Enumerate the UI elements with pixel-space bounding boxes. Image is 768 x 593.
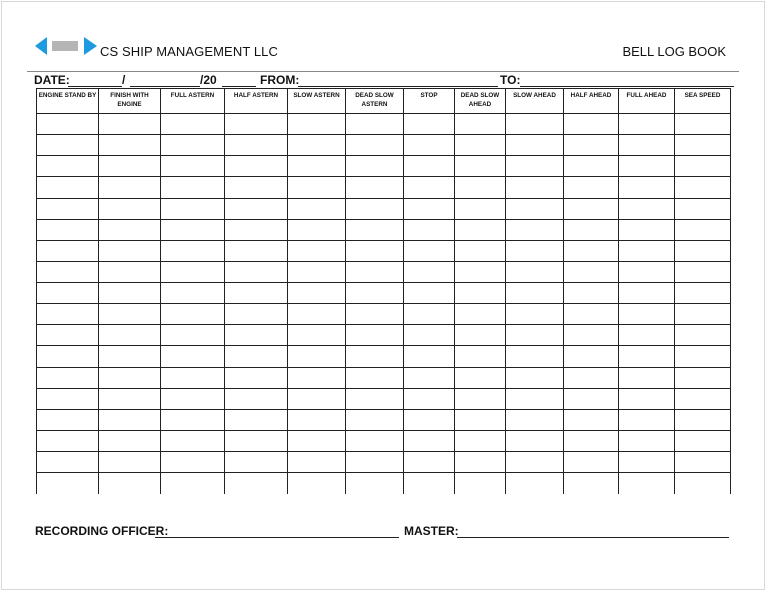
log-cell[interactable] — [99, 283, 161, 304]
log-cell[interactable] — [225, 198, 288, 219]
log-cell[interactable] — [675, 367, 731, 388]
log-cell[interactable] — [346, 452, 404, 473]
recording-officer-label: RECORDING OFFICER: — [35, 524, 169, 538]
log-cell[interactable] — [455, 452, 506, 473]
log-cell[interactable] — [675, 219, 731, 240]
log-cell[interactable] — [346, 177, 404, 198]
log-cell[interactable] — [225, 283, 288, 304]
log-cell[interactable] — [37, 198, 99, 219]
log-cell[interactable] — [404, 156, 455, 177]
column-header: HALF ASTERN — [225, 89, 288, 114]
date-slash: / — [122, 73, 126, 87]
table-row — [37, 367, 731, 388]
log-cell[interactable] — [675, 283, 731, 304]
log-cell[interactable] — [564, 388, 619, 409]
log-cell[interactable] — [619, 325, 675, 346]
log-cell[interactable] — [455, 156, 506, 177]
column-header: DEAD SLOW AHEAD — [455, 89, 506, 114]
column-header: FULL AHEAD — [619, 89, 675, 114]
log-cell[interactable] — [225, 135, 288, 156]
to-field[interactable] — [520, 86, 734, 87]
log-cell[interactable] — [564, 473, 619, 494]
date-year-field[interactable] — [222, 86, 256, 87]
log-cell[interactable] — [37, 409, 99, 430]
log-cell[interactable] — [404, 240, 455, 261]
log-cell[interactable] — [346, 346, 404, 367]
log-cell[interactable] — [288, 304, 346, 325]
log-cell[interactable] — [225, 473, 288, 494]
log-cell[interactable] — [288, 283, 346, 304]
log-cell[interactable] — [619, 367, 675, 388]
log-cell[interactable] — [404, 409, 455, 430]
log-cell[interactable] — [404, 430, 455, 451]
log-cell[interactable] — [619, 304, 675, 325]
log-cell[interactable] — [455, 430, 506, 451]
log-cell[interactable] — [564, 240, 619, 261]
log-cell[interactable] — [37, 452, 99, 473]
log-cell[interactable] — [455, 135, 506, 156]
log-cell[interactable] — [288, 473, 346, 494]
log-cell[interactable] — [455, 219, 506, 240]
log-cell[interactable] — [225, 114, 288, 135]
log-cell[interactable] — [619, 430, 675, 451]
log-cell[interactable] — [99, 261, 161, 282]
log-cell[interactable] — [37, 156, 99, 177]
table-row — [37, 409, 731, 430]
table-row — [37, 283, 731, 304]
column-header: SEA SPEED — [675, 89, 731, 114]
log-cell[interactable] — [675, 473, 731, 494]
log-cell[interactable] — [675, 198, 731, 219]
log-cell[interactable] — [619, 346, 675, 367]
log-cell[interactable] — [564, 283, 619, 304]
log-cell[interactable] — [404, 452, 455, 473]
table-row — [37, 114, 731, 135]
log-cell[interactable] — [675, 240, 731, 261]
table-row — [37, 304, 731, 325]
log-cell[interactable] — [288, 198, 346, 219]
log-cell[interactable] — [346, 388, 404, 409]
log-cell[interactable] — [455, 114, 506, 135]
log-cell[interactable] — [564, 198, 619, 219]
log-cell[interactable] — [404, 283, 455, 304]
log-cell[interactable] — [455, 409, 506, 430]
log-cell[interactable] — [288, 156, 346, 177]
log-cell[interactable] — [619, 177, 675, 198]
date-label: DATE: — [34, 73, 70, 87]
log-cell[interactable] — [225, 219, 288, 240]
table-row — [37, 177, 731, 198]
log-cell[interactable] — [404, 198, 455, 219]
table-row — [37, 325, 731, 346]
master-label: MASTER: — [404, 524, 459, 538]
log-cell[interactable] — [404, 304, 455, 325]
date-year-prefix: /20 — [200, 73, 217, 87]
log-cell[interactable] — [506, 346, 564, 367]
log-cell[interactable] — [99, 367, 161, 388]
log-cell[interactable] — [99, 430, 161, 451]
log-cell[interactable] — [506, 177, 564, 198]
double-arrow-logo-icon — [35, 36, 97, 56]
log-cell[interactable] — [455, 346, 506, 367]
log-cell[interactable] — [619, 452, 675, 473]
recording-officer-field[interactable] — [155, 537, 399, 538]
log-cell[interactable] — [506, 304, 564, 325]
log-cell[interactable] — [37, 240, 99, 261]
log-cell[interactable] — [564, 156, 619, 177]
log-cell[interactable] — [564, 114, 619, 135]
log-cell[interactable] — [619, 198, 675, 219]
log-cell[interactable] — [37, 430, 99, 451]
log-cell[interactable] — [37, 135, 99, 156]
log-cell[interactable] — [346, 261, 404, 282]
log-cell[interactable] — [675, 346, 731, 367]
table-row — [37, 261, 731, 282]
log-cell[interactable] — [161, 430, 225, 451]
log-cell[interactable] — [288, 261, 346, 282]
log-cell[interactable] — [619, 261, 675, 282]
log-cell[interactable] — [161, 114, 225, 135]
log-cell[interactable] — [675, 452, 731, 473]
log-cell[interactable] — [675, 156, 731, 177]
log-cell[interactable] — [564, 367, 619, 388]
log-cell[interactable] — [455, 240, 506, 261]
log-cell[interactable] — [99, 198, 161, 219]
from-field[interactable] — [298, 86, 498, 87]
log-cell[interactable] — [564, 135, 619, 156]
master-field[interactable] — [457, 537, 729, 538]
log-cell[interactable] — [288, 325, 346, 346]
log-cell[interactable] — [506, 240, 564, 261]
log-cell[interactable] — [225, 304, 288, 325]
log-cell[interactable] — [455, 304, 506, 325]
table-row — [37, 388, 731, 409]
log-cell[interactable] — [99, 325, 161, 346]
log-cell[interactable] — [225, 409, 288, 430]
log-cell[interactable] — [675, 325, 731, 346]
log-cell[interactable] — [288, 346, 346, 367]
log-cell[interactable] — [99, 388, 161, 409]
log-cell[interactable] — [37, 283, 99, 304]
log-cell[interactable] — [99, 114, 161, 135]
log-cell[interactable] — [225, 240, 288, 261]
log-cell[interactable] — [619, 240, 675, 261]
log-cell[interactable] — [564, 409, 619, 430]
log-cell[interactable] — [288, 452, 346, 473]
log-cell[interactable] — [506, 388, 564, 409]
log-cell[interactable] — [619, 219, 675, 240]
log-cell[interactable] — [346, 198, 404, 219]
log-cell[interactable] — [675, 177, 731, 198]
log-cell[interactable] — [506, 325, 564, 346]
log-cell[interactable] — [99, 473, 161, 494]
log-cell[interactable] — [225, 346, 288, 367]
column-header: STOP — [404, 89, 455, 114]
log-cell[interactable] — [161, 346, 225, 367]
log-cell[interactable] — [288, 240, 346, 261]
log-cell[interactable] — [619, 283, 675, 304]
table-header-row — [37, 89, 731, 114]
log-cell[interactable] — [455, 283, 506, 304]
log-cell[interactable] — [404, 114, 455, 135]
log-cell[interactable] — [288, 409, 346, 430]
log-cell[interactable] — [225, 325, 288, 346]
log-cell[interactable] — [619, 156, 675, 177]
log-cell[interactable] — [161, 452, 225, 473]
log-cell[interactable] — [619, 409, 675, 430]
log-cell[interactable] — [564, 452, 619, 473]
log-cell[interactable] — [404, 261, 455, 282]
log-cell[interactable] — [346, 114, 404, 135]
table-row — [37, 135, 731, 156]
log-cell[interactable] — [161, 240, 225, 261]
log-cell[interactable] — [225, 177, 288, 198]
log-cell[interactable] — [506, 198, 564, 219]
log-cell[interactable] — [564, 430, 619, 451]
log-cell[interactable] — [404, 219, 455, 240]
log-cell[interactable] — [455, 367, 506, 388]
header-divider — [27, 71, 739, 72]
log-cell[interactable] — [564, 219, 619, 240]
log-cell[interactable] — [404, 388, 455, 409]
log-cell[interactable] — [346, 219, 404, 240]
log-cell[interactable] — [99, 346, 161, 367]
log-cell[interactable] — [404, 177, 455, 198]
log-cell[interactable] — [288, 114, 346, 135]
log-cell[interactable] — [455, 388, 506, 409]
table-row — [37, 430, 731, 451]
bell-log-table — [36, 88, 731, 494]
column-header: HALF AHEAD — [564, 89, 619, 114]
log-cell[interactable] — [161, 409, 225, 430]
log-cell[interactable] — [161, 473, 225, 494]
log-cell[interactable] — [99, 304, 161, 325]
log-cell[interactable] — [506, 135, 564, 156]
log-cell[interactable] — [346, 156, 404, 177]
table-row — [37, 240, 731, 261]
column-header: SLOW AHEAD — [506, 89, 564, 114]
column-header: SLOW ASTERN — [288, 89, 346, 114]
log-cell[interactable] — [564, 346, 619, 367]
table-row — [37, 473, 731, 494]
log-cell[interactable] — [455, 198, 506, 219]
to-label: TO: — [500, 73, 521, 87]
log-cell[interactable] — [506, 283, 564, 304]
date-day-field[interactable] — [68, 86, 122, 87]
column-header: DEAD SLOW ASTERN — [346, 89, 404, 114]
log-cell[interactable] — [161, 219, 225, 240]
log-cell[interactable] — [99, 240, 161, 261]
log-cell[interactable] — [619, 473, 675, 494]
log-cell[interactable] — [404, 325, 455, 346]
log-cell[interactable] — [225, 430, 288, 451]
log-cell[interactable] — [506, 114, 564, 135]
log-cell[interactable] — [455, 473, 506, 494]
log-cell[interactable] — [99, 156, 161, 177]
signature-row — [35, 524, 735, 540]
log-cell[interactable] — [404, 346, 455, 367]
table-row — [37, 346, 731, 367]
log-cell[interactable] — [225, 452, 288, 473]
log-cell[interactable] — [288, 219, 346, 240]
log-cell[interactable] — [506, 473, 564, 494]
log-cell[interactable] — [675, 409, 731, 430]
table-row — [37, 219, 731, 240]
log-cell[interactable] — [225, 156, 288, 177]
log-cell[interactable] — [506, 452, 564, 473]
log-cell[interactable] — [506, 219, 564, 240]
log-cell[interactable] — [346, 135, 404, 156]
log-cell[interactable] — [346, 304, 404, 325]
log-cell[interactable] — [404, 367, 455, 388]
log-cell[interactable] — [37, 473, 99, 494]
log-cell[interactable] — [506, 261, 564, 282]
log-cell[interactable] — [346, 367, 404, 388]
log-cell[interactable] — [675, 304, 731, 325]
log-cell[interactable] — [37, 219, 99, 240]
log-cell[interactable] — [225, 261, 288, 282]
log-cell[interactable] — [37, 388, 99, 409]
log-cell[interactable] — [225, 388, 288, 409]
log-cell[interactable] — [619, 114, 675, 135]
log-cell[interactable] — [37, 304, 99, 325]
log-cell[interactable] — [288, 367, 346, 388]
log-cell[interactable] — [37, 261, 99, 282]
log-cell[interactable] — [225, 367, 288, 388]
from-label: FROM: — [260, 73, 300, 87]
log-cell[interactable] — [675, 135, 731, 156]
log-cell[interactable] — [37, 325, 99, 346]
log-cell[interactable] — [455, 177, 506, 198]
table-row — [37, 198, 731, 219]
log-cell[interactable] — [288, 135, 346, 156]
log-cell[interactable] — [675, 388, 731, 409]
log-cell[interactable] — [346, 409, 404, 430]
log-cell[interactable] — [161, 283, 225, 304]
log-cell[interactable] — [161, 198, 225, 219]
log-cell[interactable] — [404, 473, 455, 494]
log-cell[interactable] — [564, 177, 619, 198]
date-row — [34, 73, 734, 89]
log-cell[interactable] — [506, 430, 564, 451]
log-cell[interactable] — [506, 156, 564, 177]
log-cell[interactable] — [506, 409, 564, 430]
log-cell[interactable] — [161, 261, 225, 282]
log-cell[interactable] — [288, 177, 346, 198]
date-month-field[interactable] — [130, 86, 200, 87]
log-cell[interactable] — [99, 177, 161, 198]
log-cell[interactable] — [37, 367, 99, 388]
log-cell[interactable] — [288, 430, 346, 451]
log-cell[interactable] — [619, 388, 675, 409]
log-cell[interactable] — [346, 283, 404, 304]
company-name: CS SHIP MANAGEMENT LLC — [100, 44, 278, 59]
column-header: ENGINE STAND BY — [37, 89, 99, 114]
log-cell[interactable] — [161, 325, 225, 346]
log-cell[interactable] — [346, 473, 404, 494]
log-cell[interactable] — [455, 261, 506, 282]
log-cell[interactable] — [564, 325, 619, 346]
log-cell[interactable] — [564, 261, 619, 282]
log-cell[interactable] — [346, 325, 404, 346]
log-cell[interactable] — [288, 388, 346, 409]
log-cell[interactable] — [346, 430, 404, 451]
table-row — [37, 452, 731, 473]
log-cell[interactable] — [675, 430, 731, 451]
log-cell[interactable] — [161, 304, 225, 325]
log-cell[interactable] — [619, 135, 675, 156]
log-cell[interactable] — [161, 367, 225, 388]
log-cell[interactable] — [161, 388, 225, 409]
table-row — [37, 156, 731, 177]
log-cell[interactable] — [675, 114, 731, 135]
log-cell[interactable] — [99, 135, 161, 156]
column-header: FINISH WITH ENGINE — [99, 89, 161, 114]
log-cell[interactable] — [161, 156, 225, 177]
log-cell[interactable] — [37, 346, 99, 367]
log-cell[interactable] — [564, 304, 619, 325]
log-cell[interactable] — [99, 219, 161, 240]
log-cell[interactable] — [161, 177, 225, 198]
log-cell[interactable] — [455, 325, 506, 346]
log-cell[interactable] — [37, 114, 99, 135]
log-cell[interactable] — [404, 135, 455, 156]
column-header: FULL ASTERN — [161, 89, 225, 114]
document-title: BELL LOG BOOK — [622, 44, 726, 59]
log-cell[interactable] — [37, 177, 99, 198]
log-cell[interactable] — [675, 261, 731, 282]
log-cell[interactable] — [99, 452, 161, 473]
log-cell[interactable] — [346, 240, 404, 261]
log-cell[interactable] — [161, 135, 225, 156]
log-cell[interactable] — [99, 409, 161, 430]
log-cell[interactable] — [506, 367, 564, 388]
